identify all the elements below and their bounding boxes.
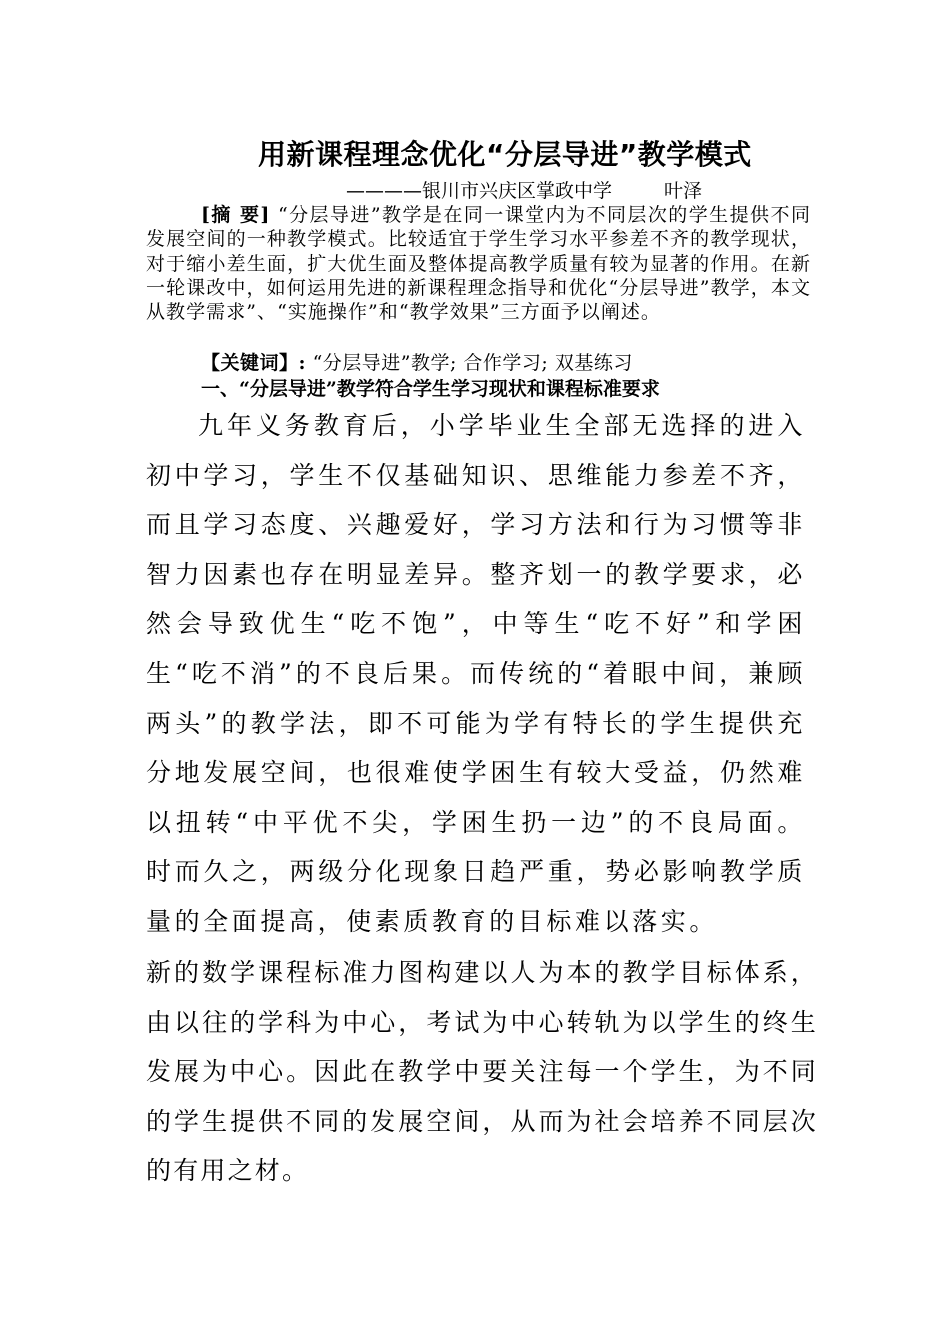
- abstract: [146, 203, 811, 324]
- body-paragraph-1: 九年义务教育后，小学毕业生全部无选择的进入初中学习，学生不仅基础知识、思维能力参差不齐，而且学习态度、兴趣爱好，学习方法和行为习惯等非智力因素也存在明显差异。整齐划一的教学要求，必然会导致优生“吃不饱”，中等生“吃不好”和学困生“吃不消”的不良后果。而传统的“着眼中间，兼顾两头”的教学法，即不可能为学有特长的学生提供充分地发展空间，也很难使学困生有较大受益，仍然难以扭转“中平优不尖，学困生扔一边”的不良局面。时而久之，两级分化现象日趋严重，势必影响教学质量的全面提高，使素质教育的目标难以落实。: [146, 411, 806, 936]
- byline: [346, 176, 702, 203]
- document-title: 用新课程理念优化“分层导进”教学模式: [258, 138, 752, 171]
- section-heading: 一、“分层导进”教学符合学生学习现状和课程标准要求: [201, 378, 660, 400]
- byline-author: 叶泽: [664, 180, 703, 202]
- abstract-text: “分层导进”教学是在同一课堂内为不同层次的学生提供不同发展空间的一种教学模式。比较适宜于学生学习水平参差不齐的教学现状，对于缩小差生面，扩大优生面及整体提高教学质量有较为显著的作用。在新一轮课改中，如何运用先进的新课程理念指导和优化“分层导进”教学，本文从教学需求”、“实施操作”和“教学效果”三方面予以阐述。: [146, 204, 812, 324]
- abstract-label: [摘 要]: [201, 204, 271, 226]
- keywords: [201, 348, 633, 375]
- keywords-text: “分层导进”教学; 合作学习; 双基练习: [312, 352, 633, 374]
- body-paragraph-2: 新的数学课程标准力图构建以人为本的教学目标体系，由以往的学科为中心，考试为中心转轨为以学生的终生发展为中心。因此在教学中要关注每一个学生，为不同的学生提供不同的发展空间，从而为社会培养不同层次的有用之材。: [146, 958, 818, 1186]
- byline-school: ————银川市兴庆区掌政中学: [346, 180, 613, 202]
- keywords-label: 【关键词】:: [201, 352, 307, 374]
